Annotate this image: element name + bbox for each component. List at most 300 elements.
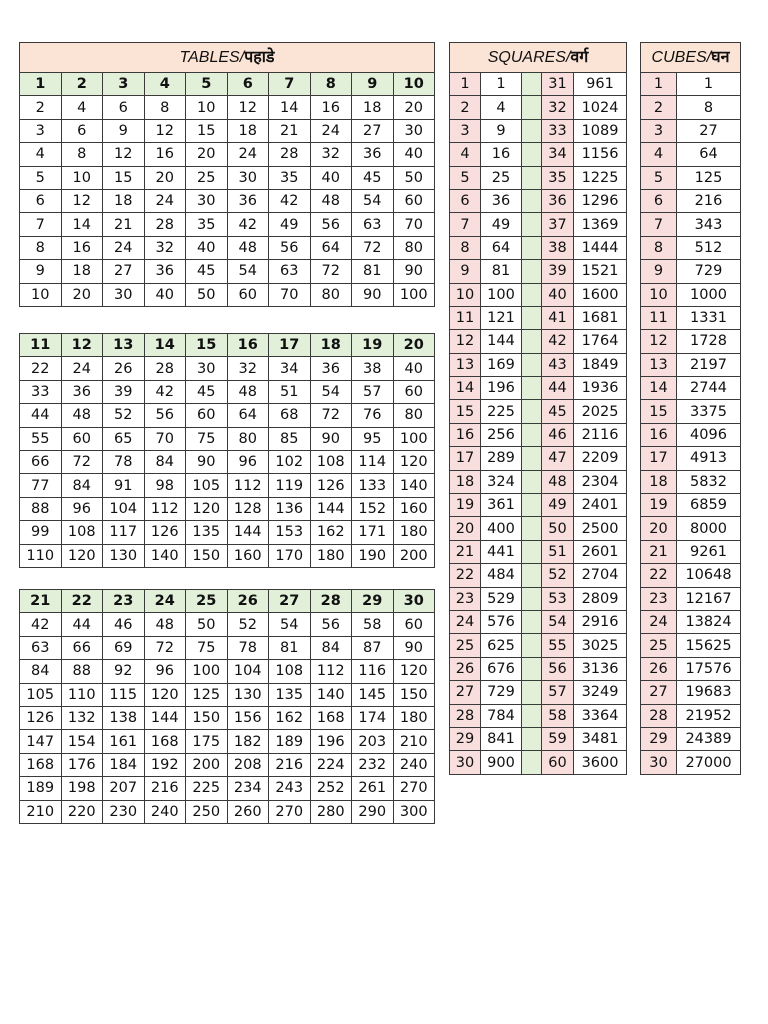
table-cell: 84 (61, 474, 103, 497)
table-row (450, 73, 627, 96)
cube-value-cell: 4913 (677, 447, 741, 470)
table-cell: 203 (352, 730, 394, 753)
table-cell: 40 (144, 283, 186, 306)
table-cell: 7 (20, 213, 62, 236)
table-cell: 33 (20, 380, 62, 403)
square-number-cell: 11 (450, 306, 481, 329)
square-value-cell: 676 (481, 657, 522, 680)
table-cell: 50 (186, 283, 228, 306)
table-cell: 22 (20, 357, 62, 380)
cube-number-cell: 20 (641, 517, 677, 540)
table-base-cell: 3 (103, 73, 145, 96)
table-row (450, 657, 627, 680)
square-number-cell: 36 (542, 189, 574, 212)
spacer-cell (522, 189, 542, 212)
table-cell: 92 (103, 660, 145, 683)
square-value-cell: 225 (481, 400, 522, 423)
table-cell: 75 (186, 427, 228, 450)
table-cell: 46 (103, 613, 145, 636)
table-cell: 60 (227, 283, 269, 306)
cube-number-cell: 10 (641, 283, 677, 306)
table-cell: 100 (393, 283, 435, 306)
table-cell: 21 (269, 119, 311, 142)
cube-value-cell: 17576 (677, 657, 741, 680)
table-cell: 110 (20, 544, 62, 567)
table-cell: 48 (227, 380, 269, 403)
table-row (641, 236, 741, 259)
square-value-cell: 1681 (574, 306, 627, 329)
square-value-cell: 64 (481, 236, 522, 259)
table-cell: 150 (186, 706, 228, 729)
table-cell: 30 (227, 166, 269, 189)
table-row (20, 380, 435, 403)
square-value-cell: 3600 (574, 751, 627, 774)
square-value-cell: 900 (481, 751, 522, 774)
table-cell: 44 (61, 613, 103, 636)
square-number-cell: 22 (450, 564, 481, 587)
table-cell: 75 (186, 636, 228, 659)
table-cell: 220 (61, 800, 103, 823)
table-row (20, 474, 435, 497)
table-cell: 84 (310, 636, 352, 659)
table-row (641, 751, 741, 774)
table-row (20, 636, 435, 659)
square-value-cell: 441 (481, 540, 522, 563)
table-cell: 42 (144, 380, 186, 403)
table-cell: 270 (269, 800, 311, 823)
table-base-cell: 22 (61, 590, 103, 613)
square-value-cell: 841 (481, 727, 522, 750)
square-value-cell: 2500 (574, 517, 627, 540)
table-cell: 42 (269, 189, 311, 212)
square-value-cell: 2704 (574, 564, 627, 587)
table-cell: 80 (393, 236, 435, 259)
square-number-cell: 52 (542, 564, 574, 587)
table-base-cell: 14 (144, 334, 186, 357)
table-row (450, 353, 627, 376)
table-row (641, 727, 741, 750)
spacer-cell (522, 260, 542, 283)
spacer-cell (522, 119, 542, 142)
cube-number-cell: 22 (641, 564, 677, 587)
table-cell: 154 (61, 730, 103, 753)
table-cell: 72 (144, 636, 186, 659)
table-row (450, 189, 627, 212)
square-number-cell: 20 (450, 517, 481, 540)
table-cell: 24 (61, 357, 103, 380)
square-value-cell: 1600 (574, 283, 627, 306)
table-row (641, 634, 741, 657)
table-row (20, 260, 435, 283)
table-cell: 250 (186, 800, 228, 823)
square-value-cell: 1764 (574, 330, 627, 353)
cube-number-cell: 29 (641, 727, 677, 750)
cubes-title-hindi: घन (711, 48, 730, 66)
square-value-cell: 2916 (574, 610, 627, 633)
square-number-cell: 32 (542, 96, 574, 119)
table-cell: 99 (20, 521, 62, 544)
square-value-cell: 2401 (574, 494, 627, 517)
table-cell: 30 (186, 357, 228, 380)
square-number-cell: 27 (450, 681, 481, 704)
table-cell: 176 (61, 753, 103, 776)
square-value-cell: 169 (481, 353, 522, 376)
table-row (20, 119, 435, 142)
table-cell: 60 (393, 380, 435, 403)
table-row (450, 306, 627, 329)
spacer-cell (522, 166, 542, 189)
table-cell: 14 (269, 96, 311, 119)
table-cell: 54 (269, 613, 311, 636)
table-cell: 52 (227, 613, 269, 636)
table-base-cell: 26 (227, 590, 269, 613)
square-number-cell: 19 (450, 494, 481, 517)
table-cell: 8 (61, 143, 103, 166)
cube-value-cell: 4096 (677, 423, 741, 446)
spacer-cell (522, 73, 542, 96)
table-cell: 145 (352, 683, 394, 706)
square-value-cell: 361 (481, 494, 522, 517)
table-cell: 243 (269, 777, 311, 800)
squares-table (449, 42, 627, 775)
table-cell: 64 (310, 236, 352, 259)
cube-value-cell: 24389 (677, 727, 741, 750)
cube-number-cell: 23 (641, 587, 677, 610)
table-cell: 80 (393, 404, 435, 427)
table-cell: 189 (20, 777, 62, 800)
table-cell: 128 (227, 497, 269, 520)
cube-value-cell: 27 (677, 119, 741, 142)
table-cell: 196 (310, 730, 352, 753)
table-row (20, 777, 435, 800)
cube-value-cell: 1331 (677, 306, 741, 329)
spacer-cell (522, 610, 542, 633)
table-cell: 60 (61, 427, 103, 450)
table-cell: 105 (186, 474, 228, 497)
cube-value-cell: 9261 (677, 540, 741, 563)
table-cell: 4 (61, 96, 103, 119)
table-cell: 150 (393, 683, 435, 706)
table-row (450, 704, 627, 727)
table-cell: 225 (186, 777, 228, 800)
table-cell: 184 (103, 753, 145, 776)
table-cell: 130 (227, 683, 269, 706)
square-number-cell: 58 (542, 704, 574, 727)
table-cell: 18 (352, 96, 394, 119)
square-number-cell: 46 (542, 423, 574, 446)
table-cell: 96 (227, 450, 269, 473)
table-cell: 18 (103, 189, 145, 212)
table-row (20, 660, 435, 683)
cube-number-cell: 17 (641, 447, 677, 470)
table-cell: 32 (144, 236, 186, 259)
square-number-cell: 56 (542, 657, 574, 680)
table-cell: 207 (103, 777, 145, 800)
square-value-cell: 1156 (574, 143, 627, 166)
square-value-cell: 2304 (574, 470, 627, 493)
table-row (20, 283, 435, 306)
table-row (20, 800, 435, 823)
table-cell: 20 (393, 96, 435, 119)
square-value-cell: 961 (574, 73, 627, 96)
spacer-cell (522, 306, 542, 329)
table-base-cell: 15 (186, 334, 228, 357)
table-cell: 168 (310, 706, 352, 729)
table-cell: 210 (20, 800, 62, 823)
cube-value-cell: 1728 (677, 330, 741, 353)
cube-number-cell: 4 (641, 143, 677, 166)
square-number-cell: 54 (542, 610, 574, 633)
table-base-cell: 16 (227, 334, 269, 357)
table-cell: 116 (352, 660, 394, 683)
square-number-cell: 4 (450, 143, 481, 166)
table-cell: 48 (310, 189, 352, 212)
table-cell: 252 (310, 777, 352, 800)
table-cell: 30 (186, 189, 228, 212)
table-cell: 168 (144, 730, 186, 753)
table-cell: 60 (186, 404, 228, 427)
table-base-cell: 2 (61, 73, 103, 96)
cube-number-cell: 12 (641, 330, 677, 353)
table-base-cell: 9 (352, 73, 394, 96)
square-value-cell: 100 (481, 283, 522, 306)
table-cell: 54 (352, 189, 394, 212)
cube-number-cell: 16 (641, 423, 677, 446)
table-cell: 36 (352, 143, 394, 166)
table-cell: 56 (310, 213, 352, 236)
table-row (20, 213, 435, 236)
table-cell: 72 (310, 404, 352, 427)
table-cell: 234 (227, 777, 269, 800)
table-cell: 80 (227, 427, 269, 450)
square-number-cell: 10 (450, 283, 481, 306)
table-cell: 55 (20, 427, 62, 450)
table-row (641, 540, 741, 563)
table-cell: 63 (352, 213, 394, 236)
cube-number-cell: 21 (641, 540, 677, 563)
table-base-cell: 12 (61, 334, 103, 357)
square-number-cell: 37 (542, 213, 574, 236)
spacer-cell (522, 96, 542, 119)
table-cell: 6 (103, 96, 145, 119)
square-value-cell: 2809 (574, 587, 627, 610)
square-number-cell: 42 (542, 330, 574, 353)
spacer-cell (522, 704, 542, 727)
table-cell: 90 (352, 283, 394, 306)
square-value-cell: 144 (481, 330, 522, 353)
spacer-cell (522, 423, 542, 446)
table-row (641, 423, 741, 446)
table-cell: 232 (352, 753, 394, 776)
cube-value-cell: 1 (677, 73, 741, 96)
table-cell: 14 (61, 213, 103, 236)
table-cell: 10 (186, 96, 228, 119)
square-value-cell: 1024 (574, 96, 627, 119)
table-cell: 60 (393, 189, 435, 212)
table-cell: 8 (144, 96, 186, 119)
table-row (450, 330, 627, 353)
table-cell: 20 (144, 166, 186, 189)
square-value-cell: 121 (481, 306, 522, 329)
table-row (641, 353, 741, 376)
table-row (641, 400, 741, 423)
spacer-cell (522, 353, 542, 376)
table-cell: 126 (20, 706, 62, 729)
table-base-cell: 18 (310, 334, 352, 357)
table-row (450, 283, 627, 306)
square-number-cell: 17 (450, 447, 481, 470)
table-cell: 10 (20, 283, 62, 306)
table-row (641, 517, 741, 540)
table-cell: 27 (103, 260, 145, 283)
square-number-cell: 1 (450, 73, 481, 96)
table-cell: 182 (227, 730, 269, 753)
cube-number-cell: 19 (641, 494, 677, 517)
spacer-cell (522, 657, 542, 680)
table-cell: 160 (227, 544, 269, 567)
table-row (450, 119, 627, 142)
table-cell: 140 (144, 544, 186, 567)
table-row (641, 119, 741, 142)
table-cell: 12 (61, 189, 103, 212)
table-cell: 102 (269, 450, 311, 473)
table-cell: 24 (103, 236, 145, 259)
table-row (20, 544, 435, 567)
table-cell: 72 (310, 260, 352, 283)
table-cell: 50 (393, 166, 435, 189)
table-cell: 8 (20, 236, 62, 259)
square-value-cell: 2601 (574, 540, 627, 563)
table-cell: 96 (144, 660, 186, 683)
table-row (20, 706, 435, 729)
table-cell: 76 (352, 404, 394, 427)
table-row (641, 704, 741, 727)
table-row (450, 494, 627, 517)
table-cell: 16 (61, 236, 103, 259)
table-cell: 32 (227, 357, 269, 380)
square-value-cell: 256 (481, 423, 522, 446)
cube-number-cell: 28 (641, 704, 677, 727)
table-row (20, 143, 435, 166)
table-cell: 5 (20, 166, 62, 189)
table-cell: 261 (352, 777, 394, 800)
table-cell: 152 (352, 497, 394, 520)
spacer-cell (522, 470, 542, 493)
cube-number-cell: 15 (641, 400, 677, 423)
table-row (20, 683, 435, 706)
table-cell: 85 (269, 427, 311, 450)
spacer-cell (522, 447, 542, 470)
square-number-cell: 45 (542, 400, 574, 423)
table-cell: 57 (352, 380, 394, 403)
table-cell: 45 (186, 380, 228, 403)
table-cell: 90 (393, 260, 435, 283)
table-cell: 68 (269, 404, 311, 427)
spacer-cell (522, 377, 542, 400)
table-cell: 40 (310, 166, 352, 189)
table-cell: 10 (61, 166, 103, 189)
square-value-cell: 3025 (574, 634, 627, 657)
cube-value-cell: 6859 (677, 494, 741, 517)
table-cell: 150 (186, 544, 228, 567)
square-value-cell: 1369 (574, 213, 627, 236)
table-cell: 280 (310, 800, 352, 823)
table-cell: 120 (61, 544, 103, 567)
square-number-cell: 7 (450, 213, 481, 236)
table-cell: 112 (227, 474, 269, 497)
table-cell: 48 (61, 404, 103, 427)
square-number-cell: 57 (542, 681, 574, 704)
table-cell: 40 (186, 236, 228, 259)
table-cell: 190 (352, 544, 394, 567)
table-cell: 90 (310, 427, 352, 450)
table-cell: 125 (186, 683, 228, 706)
table-cell: 88 (61, 660, 103, 683)
table-cell: 91 (103, 474, 145, 497)
table-row (450, 166, 627, 189)
cube-value-cell: 216 (677, 189, 741, 212)
table-cell: 40 (393, 143, 435, 166)
table-cell: 36 (61, 380, 103, 403)
table-cell: 12 (144, 119, 186, 142)
table-cell: 28 (144, 357, 186, 380)
table-cell: 12 (227, 96, 269, 119)
table-row (641, 587, 741, 610)
table-cell: 160 (393, 497, 435, 520)
table-cell: 15 (186, 119, 228, 142)
table-base-cell: 8 (310, 73, 352, 96)
cube-number-cell: 13 (641, 353, 677, 376)
table-cell: 84 (20, 660, 62, 683)
square-value-cell: 529 (481, 587, 522, 610)
table-cell: 112 (310, 660, 352, 683)
spacer-cell (522, 143, 542, 166)
spacer-cell (522, 681, 542, 704)
table-row (450, 634, 627, 657)
table-cell: 56 (144, 404, 186, 427)
square-number-cell: 23 (450, 587, 481, 610)
table-cell: 81 (352, 260, 394, 283)
table-base-cell: 28 (310, 590, 352, 613)
table-cell: 114 (352, 450, 394, 473)
table-cell: 70 (393, 213, 435, 236)
cube-value-cell: 8000 (677, 517, 741, 540)
square-number-cell: 51 (542, 540, 574, 563)
table-row (20, 166, 435, 189)
table-row (641, 494, 741, 517)
square-value-cell: 1 (481, 73, 522, 96)
table-cell: 144 (144, 706, 186, 729)
square-number-cell: 43 (542, 353, 574, 376)
square-number-cell: 28 (450, 704, 481, 727)
cube-value-cell: 1000 (677, 283, 741, 306)
squares-title (450, 43, 627, 73)
spacer-cell (522, 727, 542, 750)
cube-value-cell: 2744 (677, 377, 741, 400)
square-value-cell: 625 (481, 634, 522, 657)
multiplication-table-1-10 (19, 42, 435, 307)
table-row (450, 236, 627, 259)
table-row (450, 564, 627, 587)
table-cell: 30 (103, 283, 145, 306)
table-cell: 108 (310, 450, 352, 473)
cube-number-cell: 2 (641, 96, 677, 119)
table-cell: 208 (227, 753, 269, 776)
square-number-cell: 59 (542, 727, 574, 750)
table-cell: 28 (269, 143, 311, 166)
table-cell: 135 (269, 683, 311, 706)
table-cell: 200 (393, 544, 435, 567)
